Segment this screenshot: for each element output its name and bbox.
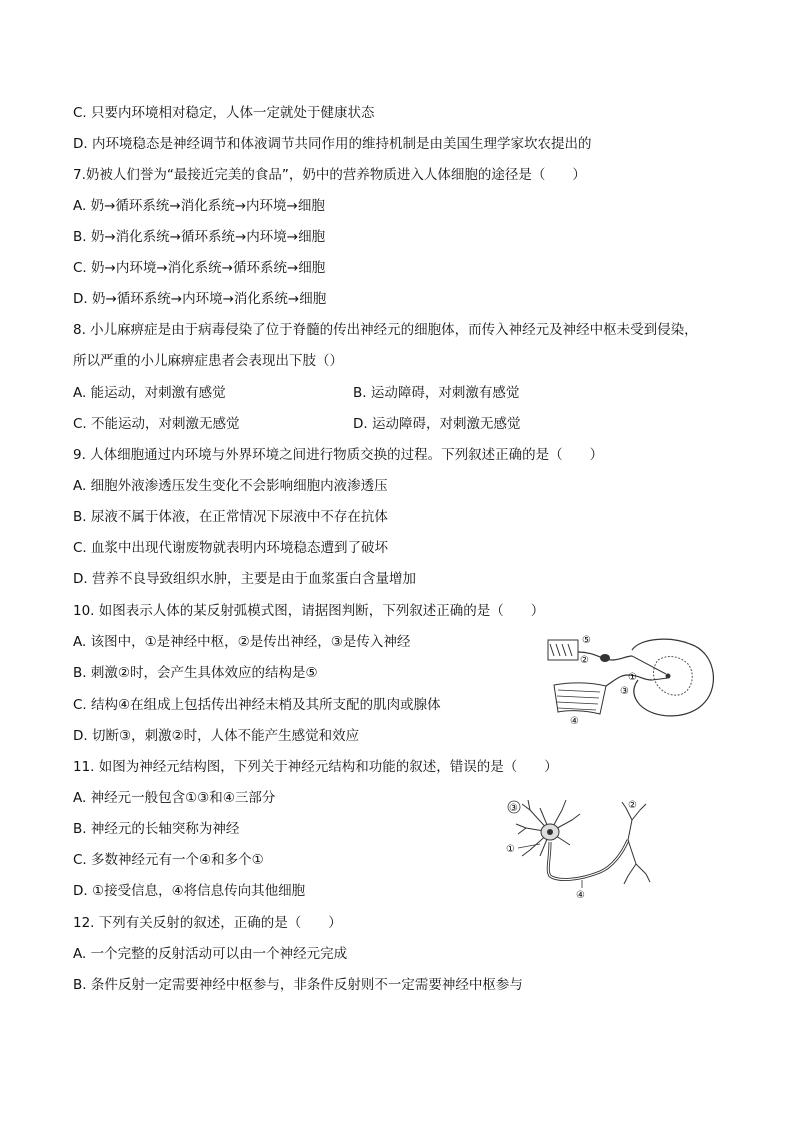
q8-option-b: B. 运动障碍，对刺激有感觉	[353, 385, 520, 401]
q7-option-d: D. 奶→循环系统→内环境→消化系统→细胞	[73, 291, 327, 307]
label-4: ④	[570, 716, 579, 727]
q8-option-c: C. 不能运动，对刺激无感觉	[73, 416, 240, 432]
q7-option-b: B. 奶→消化系统→循环系统→内环境→细胞	[73, 229, 326, 245]
label-2: ②	[580, 655, 589, 666]
q6-option-c: C. 只要内环境相对稳定，人体一定就处于健康状态	[73, 105, 375, 121]
q10-option-d: D. 切断③，刺激②时，人体不能产生感觉和效应	[73, 728, 360, 744]
q9-option-a: A. 细胞外液渗透压发生变化不会影响细胞内液渗透压	[73, 478, 388, 494]
q8-stem-line2: 所以严重的小儿麻痹症患者会表现出下肢（）	[73, 353, 343, 369]
q11-option-b: B. 神经元的长轴突称为神经	[73, 821, 240, 837]
q7-stem: 7.奶被人们誉为“最接近完美的食品”，奶中的营养物质进入人体细胞的途径是（ ）	[73, 167, 586, 183]
neuron-diagram	[500, 790, 660, 905]
q12-option-b: B. 条件反射一定需要神经中枢参与，非条件反射则不一定需要神经中枢参与	[73, 977, 523, 993]
q9-option-b: B. 尿液不属于体液，在正常情况下尿液中不存在抗体	[73, 509, 388, 525]
q9-option-c: C. 血浆中出现代谢废物就表明内环境稳态遭到了破坏	[73, 540, 389, 556]
myelin-sheath	[548, 840, 628, 879]
reflex-arc-diagram	[540, 630, 725, 730]
q8-stem-line1: 8. 小儿麻痹症是由于病毒侵染了位于脊髓的传出神经元的细胞体，而传入神经元及神经中枢未受到侵染，	[73, 322, 698, 338]
q9-option-d: D. 营养不良导致组织水肿，主要是由于血浆蛋白含量增加	[73, 571, 416, 587]
ganglion-body	[600, 654, 610, 662]
effector-muscle-fibers	[557, 690, 600, 710]
q11-option-a: A. 神经元一般包含①③和④三部分	[73, 790, 276, 806]
q12-stem: 12. 下列有关反射的叙述，正确的是（ ）	[73, 915, 342, 931]
q8-option-d: D. 运动障碍，对刺激无感觉	[353, 416, 521, 432]
q8-option-a: A. 能运动，对刺激有感觉	[73, 385, 226, 401]
q10-option-c: C. 结构④在组成上包括传出神经末梢及其所支配的肌肉或腺体	[73, 697, 441, 713]
receptor-texture	[550, 644, 572, 656]
label-1: ①	[628, 672, 637, 683]
spinal-cord-outline	[632, 639, 713, 716]
gray-matter-shape	[654, 657, 693, 696]
label-3: ③	[620, 686, 629, 697]
nucleus	[547, 829, 553, 835]
reflex-arc-figure	[540, 630, 725, 730]
label-5: ⑤	[582, 635, 591, 646]
q10-stem: 10. 如图表示人体的某反射弧模式图，请据图判断，下列叙述正确的是（ ）	[73, 603, 545, 619]
q6-option-d: D. 内环境稳态是神经调节和体液调节共同作用的维持机制是由美国生理学家坎农提出的	[73, 136, 592, 152]
q7-option-a: A. 奶→循环系统→消化系统→内环境→细胞	[73, 198, 325, 214]
q11-option-c: C. 多数神经元有一个④和多个①	[73, 852, 264, 868]
neuron-label-3: ③	[509, 803, 518, 814]
neuron-label-1: ①	[506, 844, 515, 855]
neuron-label-4: ④	[576, 890, 585, 901]
q11-stem: 11. 如图为神经元结构图，下列关于神经元结构和功能的叙述，错误的是（ ）	[73, 759, 558, 775]
neuron-label-2: ②	[628, 800, 637, 811]
neuron-figure	[500, 790, 660, 905]
q11-option-d: D. ①接受信息，④将信息传向其他细胞	[73, 883, 306, 899]
q12-option-a: A. 一个完整的反射活动可以由一个神经元完成	[73, 946, 348, 962]
q7-option-c: C. 奶→内环境→消化系统→循环系统→细胞	[73, 260, 326, 276]
q10-option-b: B. 刺激②时，会产生具体效应的结构是⑤	[73, 665, 318, 681]
q9-stem: 9. 人体细胞通过内环境与外界环境之间进行物质交换的过程。下列叙述正确的是（ ）	[73, 447, 604, 463]
q10-option-a: A. 该图中，①是神经中枢，②是传出神经，③是传入神经	[73, 634, 411, 650]
